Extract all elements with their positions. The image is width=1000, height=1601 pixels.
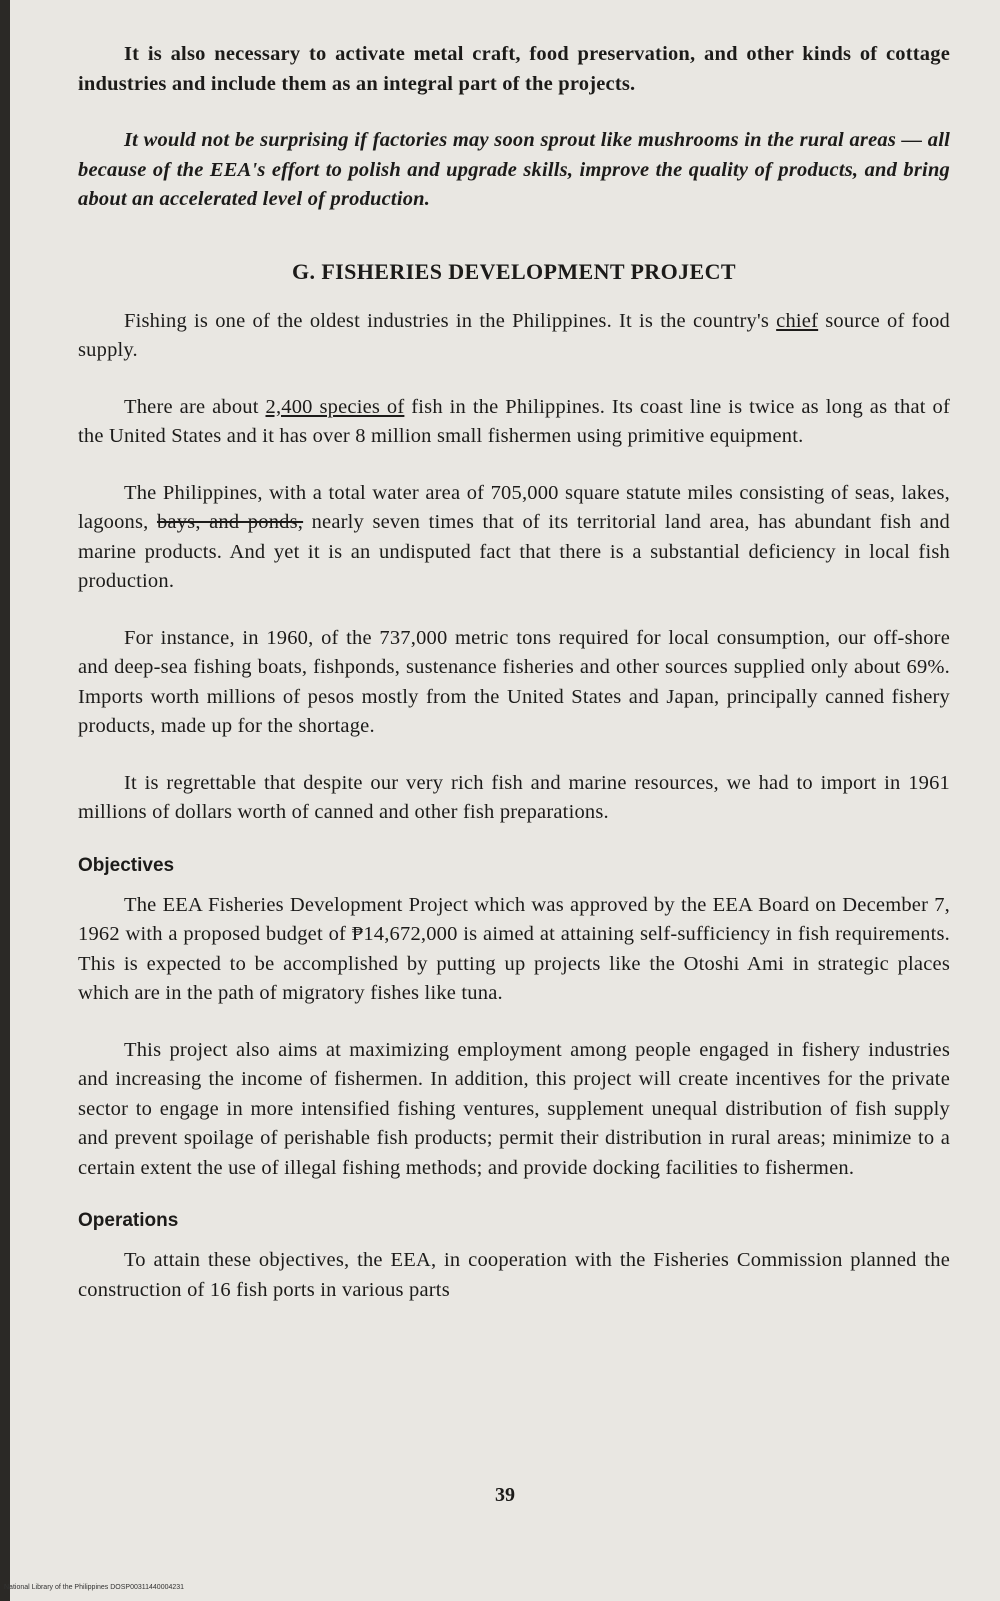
operations-heading: Operations — [78, 1210, 179, 1231]
water-area-paragraph — [78, 479, 950, 597]
operations-paragraph: To attain these objectives, the EEA, in cooperation with the Fisheries Commission planned the construction of 16 fish ports in various parts — [78, 1249, 950, 1301]
text-run: The Philippines, with a total water area of 705,000 square statute miles consisting of seas, lakes, lagoons, — [78, 481, 950, 533]
import-paragraph: It is regrettable that despite our very rich fish and marine resources, we had to import in 1961 millions of dollars worth of canned and other fish preparations. — [78, 771, 950, 823]
page-content — [78, 40, 950, 1332]
section-title: G. FISHERIES DEVELOPMENT PROJECT — [292, 258, 736, 284]
intro-paragraph-2: It would not be surprising if factories may soon sprout like mushrooms in the rural areas — all because of the EEA's effort to polish and upgrade skills, improve the quality of products, and bring about an accelerated level of production. — [78, 129, 950, 210]
document-page — [10, 0, 1000, 1601]
text-run: nearly seven times that of its territorial land area, has abundant fish and marine products. And yet it is an undisputed fact that there is a substantial deficiency in local fish production. — [78, 511, 950, 592]
objectives-heading: Objectives — [78, 854, 175, 876]
text-run: Fishing is one of the oldest industries in the Philippines. It is the country's — [124, 309, 777, 332]
footer-watermark: National Library of the Philippines DOSP00311440004231 — [4, 1584, 185, 1591]
underlined-text: 2,400 species of — [265, 395, 405, 418]
species-paragraph — [78, 393, 950, 452]
intro-paragraph-1: It is also necessary to activate metal craft, food preservation, and other kinds of cottage industries and include them as an integral part of the projects. — [78, 43, 950, 95]
consumption-paragraph: For instance, in 1960, of the 737,000 metric tons required for local consumption, our off-shore and deep-sea fishing boats, fishponds, sustenance fisheries and other sources supplied only about 69%. Imports worth millions of pesos mostly from the United States and Japan, principally canned fishery products, made up for the shortage. — [78, 626, 950, 737]
objectives-paragraph-1: The EEA Fisheries Development Project which was approved by the EEA Board on December 7, 1962 with a proposed budget of ₱14,672,000 is aimed at attaining self-sufficiency in fish requirements. This is expected to be accomplished by putting up projects like the Otoshi Ami in strategic places which are in the path of migratory fishes like tuna. — [78, 893, 950, 1004]
text-run: fish in the Philippines. Its coast line is twice as long as that of the United States and it has over 8 million small fishermen using primitive equipment. — [78, 395, 950, 447]
text-run: source of food supply. — [78, 309, 951, 361]
text-run: There are about — [124, 395, 266, 418]
fishing-paragraph — [78, 307, 950, 366]
struck-text: bays, and ponds, — [156, 511, 304, 533]
objectives-paragraph-2: This project also aims at maximizing employment among people engaged in fishery industries and increasing the income of fishermen. In addition, this project will create incentives for the private sector to engage in more intensified fishing ventures, supplement unequal distribution of fish supply and prevent spoilage of perishable fish products; permit their distribution in rural areas; minimize to a certain extent the use of illegal fishing methods; and provide docking facilities to fishermen. — [78, 1038, 950, 1179]
underlined-text: chief — [776, 309, 819, 332]
page-number: 39 — [495, 1484, 515, 1506]
